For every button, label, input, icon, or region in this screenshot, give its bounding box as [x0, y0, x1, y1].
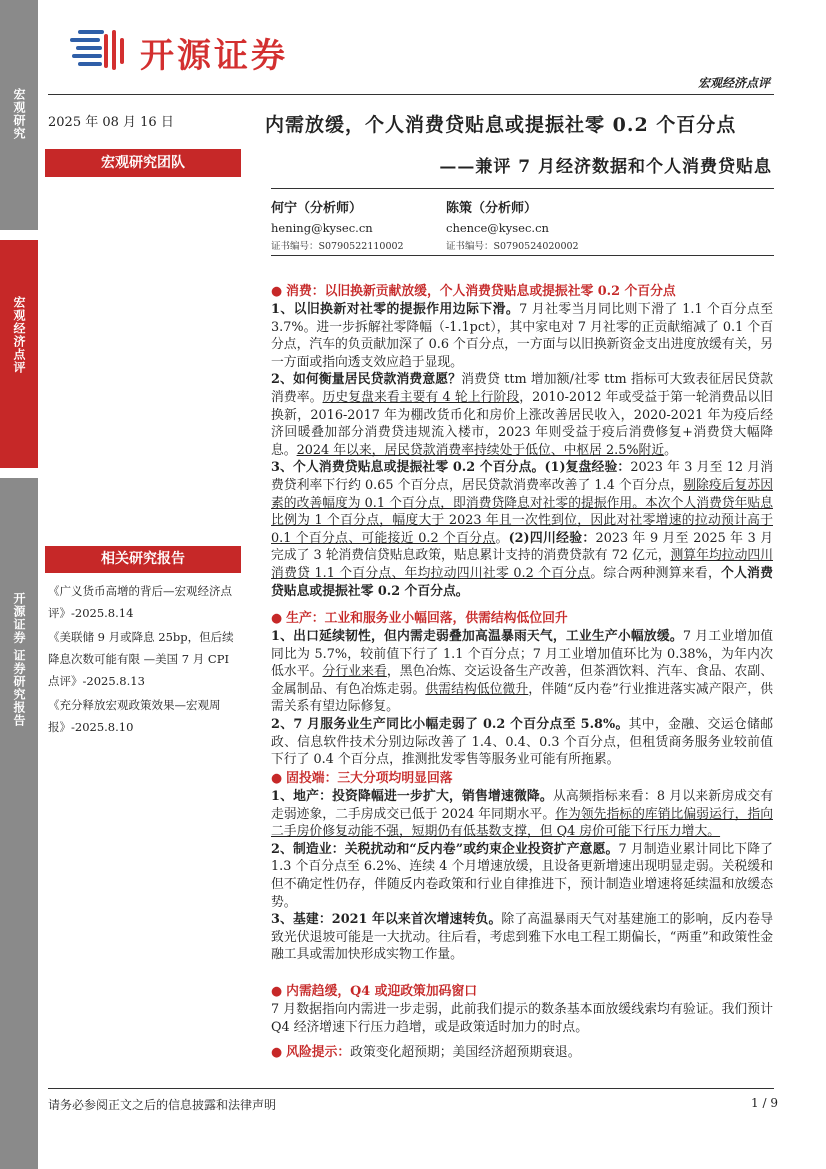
paragraph: 1、出口延续韧性，但内需走弱叠加高温暴雨天气，工业生产小幅放缓。7 月工业增加值同比为 5.7%，较前值下行了 1.1 个百分点；7 月工业增加值环比为 0.38%，为年内次低水平。分行业来看，黑色冶炼、交运设备生产改善，但茶酒饮料、汽车、食品、农副、金属制品、有色冶炼走弱。供需结构低位微升，伴随“反内卷”行业推进落实减产限产，供需关系有望边际修复。	[271, 629, 774, 715]
footer-rule	[48, 1088, 774, 1089]
bullet-icon: ●	[271, 284, 283, 299]
title-rule	[271, 188, 774, 189]
bullet-icon: ●	[271, 984, 283, 999]
section-consumption	[271, 283, 773, 600]
related-reports-heading: 相关研究报告	[45, 546, 241, 573]
analyst-name: 陈策（分析师）	[446, 201, 538, 216]
section-heading: ● 生产：工业和服务业小幅回落，供需结构低位回升	[271, 610, 773, 628]
section-risk	[271, 1044, 773, 1062]
analyst-cert: 证书编号：S0790524020002	[446, 241, 579, 252]
risk-line: ● 风险提示：政策变化超预期；美国经济超预期衰退。	[271, 1045, 581, 1060]
analyst-rule	[271, 255, 774, 256]
left-strip-middle-label: 宏观经济点评	[12, 296, 26, 374]
report-category: 宏观经济点评	[697, 76, 770, 90]
related-report-item[interactable]: 《美联储 9 月或降息 25bp，但后续降息次数可能有限 —美国 7 月 CPI 点评》-2025.8.13	[48, 630, 234, 688]
analyst-email[interactable]: hening@kysec.cn	[271, 221, 373, 235]
paragraph: 2、制造业：关税扰动和“反内卷”或约束企业投资扩产意愿。7 月制造业累计同比下降了 1.3 个百分点至 6.2%、连续 4 个月增速放缓，且设备更新增速出现明显走弱。关税缓和但不确定性仍存，伴随反内卷政策和行业自律推进下，预计制造业增速将延续温和放缓态势。	[271, 841, 773, 910]
footer-disclaimer: 请务必参阅正文之后的信息披露和法律声明	[48, 1098, 277, 1112]
analyst-email[interactable]: chence@kysec.cn	[446, 221, 549, 235]
section-outlook	[271, 983, 773, 1036]
brand-logo-icon	[68, 28, 130, 72]
analyst-name: 何宁（分析师）	[271, 201, 363, 216]
team-label: 宏观研究团队	[45, 149, 241, 177]
paragraph: 2、7 月服务业生产同比小幅走弱了 0.2 个百分点至 5.8%。其中，金融、交运仓储邮政、信息软件技术分别边际改善了 1.4、0.4、0.3 个百分点，但租赁商务服务业较前值下行了 0.4 个百分点，推测批发零售等服务业可能有所拖累。	[271, 716, 773, 768]
analyst-2	[446, 197, 579, 252]
report-title: 内需放缓，个人消费贷贴息或提振社零 0.2 个百分点	[265, 114, 737, 136]
bullet-icon: ●	[271, 771, 283, 786]
left-strip-bottom-label: 开源证券 证券研究报告	[12, 592, 26, 728]
bullet-icon: ●	[271, 611, 283, 626]
report-date: 2025 年 08 月 16 日	[48, 115, 174, 130]
analyst-1	[271, 197, 404, 252]
section-production	[271, 610, 773, 769]
page-number: 1 / 9	[751, 1096, 778, 1110]
section-heading: ● 消费：以旧换新贡献放缓，个人消费贷贴息或提振社零 0.2 个百分点	[271, 283, 773, 301]
paragraph: 7 月数据指向内需进一步走弱，此前我们提示的数条基本面放缓线索均有验证。我们预计 Q4 经济增速下行压力趋增，或是政策适时加力的时点。	[271, 1002, 773, 1035]
paragraph: 2、如何衡量居民贷款消费意愿？消费贷 ttm 增加额/社零 ttm 指标可大致表征居民贷款消费率。历史复盘来看主要有 4 轮上行阶段，2010-2012 年或受益于第一轮消费品以旧换新，2016-2017 年为棚改货币化和房价上涨改善居民收入，2020-2021 年为疫后经济回暖叠加部分消费贷违规流入楼市，2023 年则受益于疫后消费修复+消费贷大幅降息。2024 年以来，居民贷款消费率持续处于低位、中枢居 2.5%附近。	[271, 372, 774, 458]
related-report-item[interactable]: 《充分释放宏观政策效果—宏观周报》-2025.8.10	[48, 698, 221, 734]
section-heading: ● 内需趋缓，Q4 或迎政策加码窗口	[271, 983, 773, 1001]
analyst-cert: 证书编号：S0790522110002	[271, 241, 404, 252]
section-heading: ● 固投端：三大分项均明显回落	[271, 770, 773, 788]
paragraph: 1、地产：投资降幅进一步扩大，销售增速微降。从高频指标来看：8 月以来新房成交有走弱迹象，二手房成交已低于 2024 年同期水平。作为领先指标的库销比偏弱运行，指向二手房价修复动能不强，短期仍有低基数支撑，但 Q4 房价可能下行压力增大。	[271, 789, 774, 840]
related-report-item[interactable]: 《广义货币高增的背后—宏观经济点评》-2025.8.14	[48, 584, 232, 620]
brand-name: 开源证券	[140, 36, 288, 76]
paragraph: 3、个人消费贷贴息或提振社零 0.2 个百分点。(1)复盘经验：2023 年 3 月至 12 月消费贷利率下行约 0.65 个百分点，居民贷款消费率改善了 1.4 个百分点，剔除疫后复苏因素的改善幅度为 0.1 个百分点，即消费贷降息对社零的提振作用。本次个人消费贷年贴息比例为 1 个百分点，幅度大于 2023 年且一次性到位，因此对社零增速的拉动预计高于 0.1 个百分点、可能接近 0.2 个百分点。(2)四川经验：2023 年 9 月至 2025 年 3 月完成了 3 轮消费信贷贴息政策，贴息累计支持的消费贷款有 72 亿元，测算年均拉动四川消费贷 1.1 个百分点、年均拉动四川社零 0.2 个百分点。综合两种测算来看，个人消费贷贴息或提振社零 0.2 个百分点。	[271, 460, 774, 599]
bullet-icon: ●	[271, 1045, 283, 1060]
report-subtitle: ——兼评 7 月经济数据和个人消费贷贴息	[439, 157, 772, 177]
left-strip-bottom	[0, 478, 38, 1169]
paragraph: 1、以旧换新对社零的提振作用边际下滑。7 月社零当月同比则下滑了 1.1 个百分点至 3.7%。进一步拆解社零降幅（-1.1pct），其中家电对 7 月社零的正贡献缩减了 0.1 个百分点，汽车的负贡献加深了 0.6 个百分点，一方面与以旧换新资金支出进度放缓有关，另一方面或指向透支效应趋于显现。	[271, 302, 774, 370]
section-investment	[271, 770, 773, 964]
left-strip-top-label: 宏观研究	[12, 88, 26, 140]
paragraph: 3、基建：2021 年以来首次增速转负。除了高温暴雨天气对基建施工的影响，反内卷导致光伏退坡可能是一大扰动。往后看，考虑到雅下水电工程工期偏长，“两重”和政策性金融工具或需加快形成实物工作量。	[271, 912, 774, 963]
header-rule	[48, 94, 774, 95]
